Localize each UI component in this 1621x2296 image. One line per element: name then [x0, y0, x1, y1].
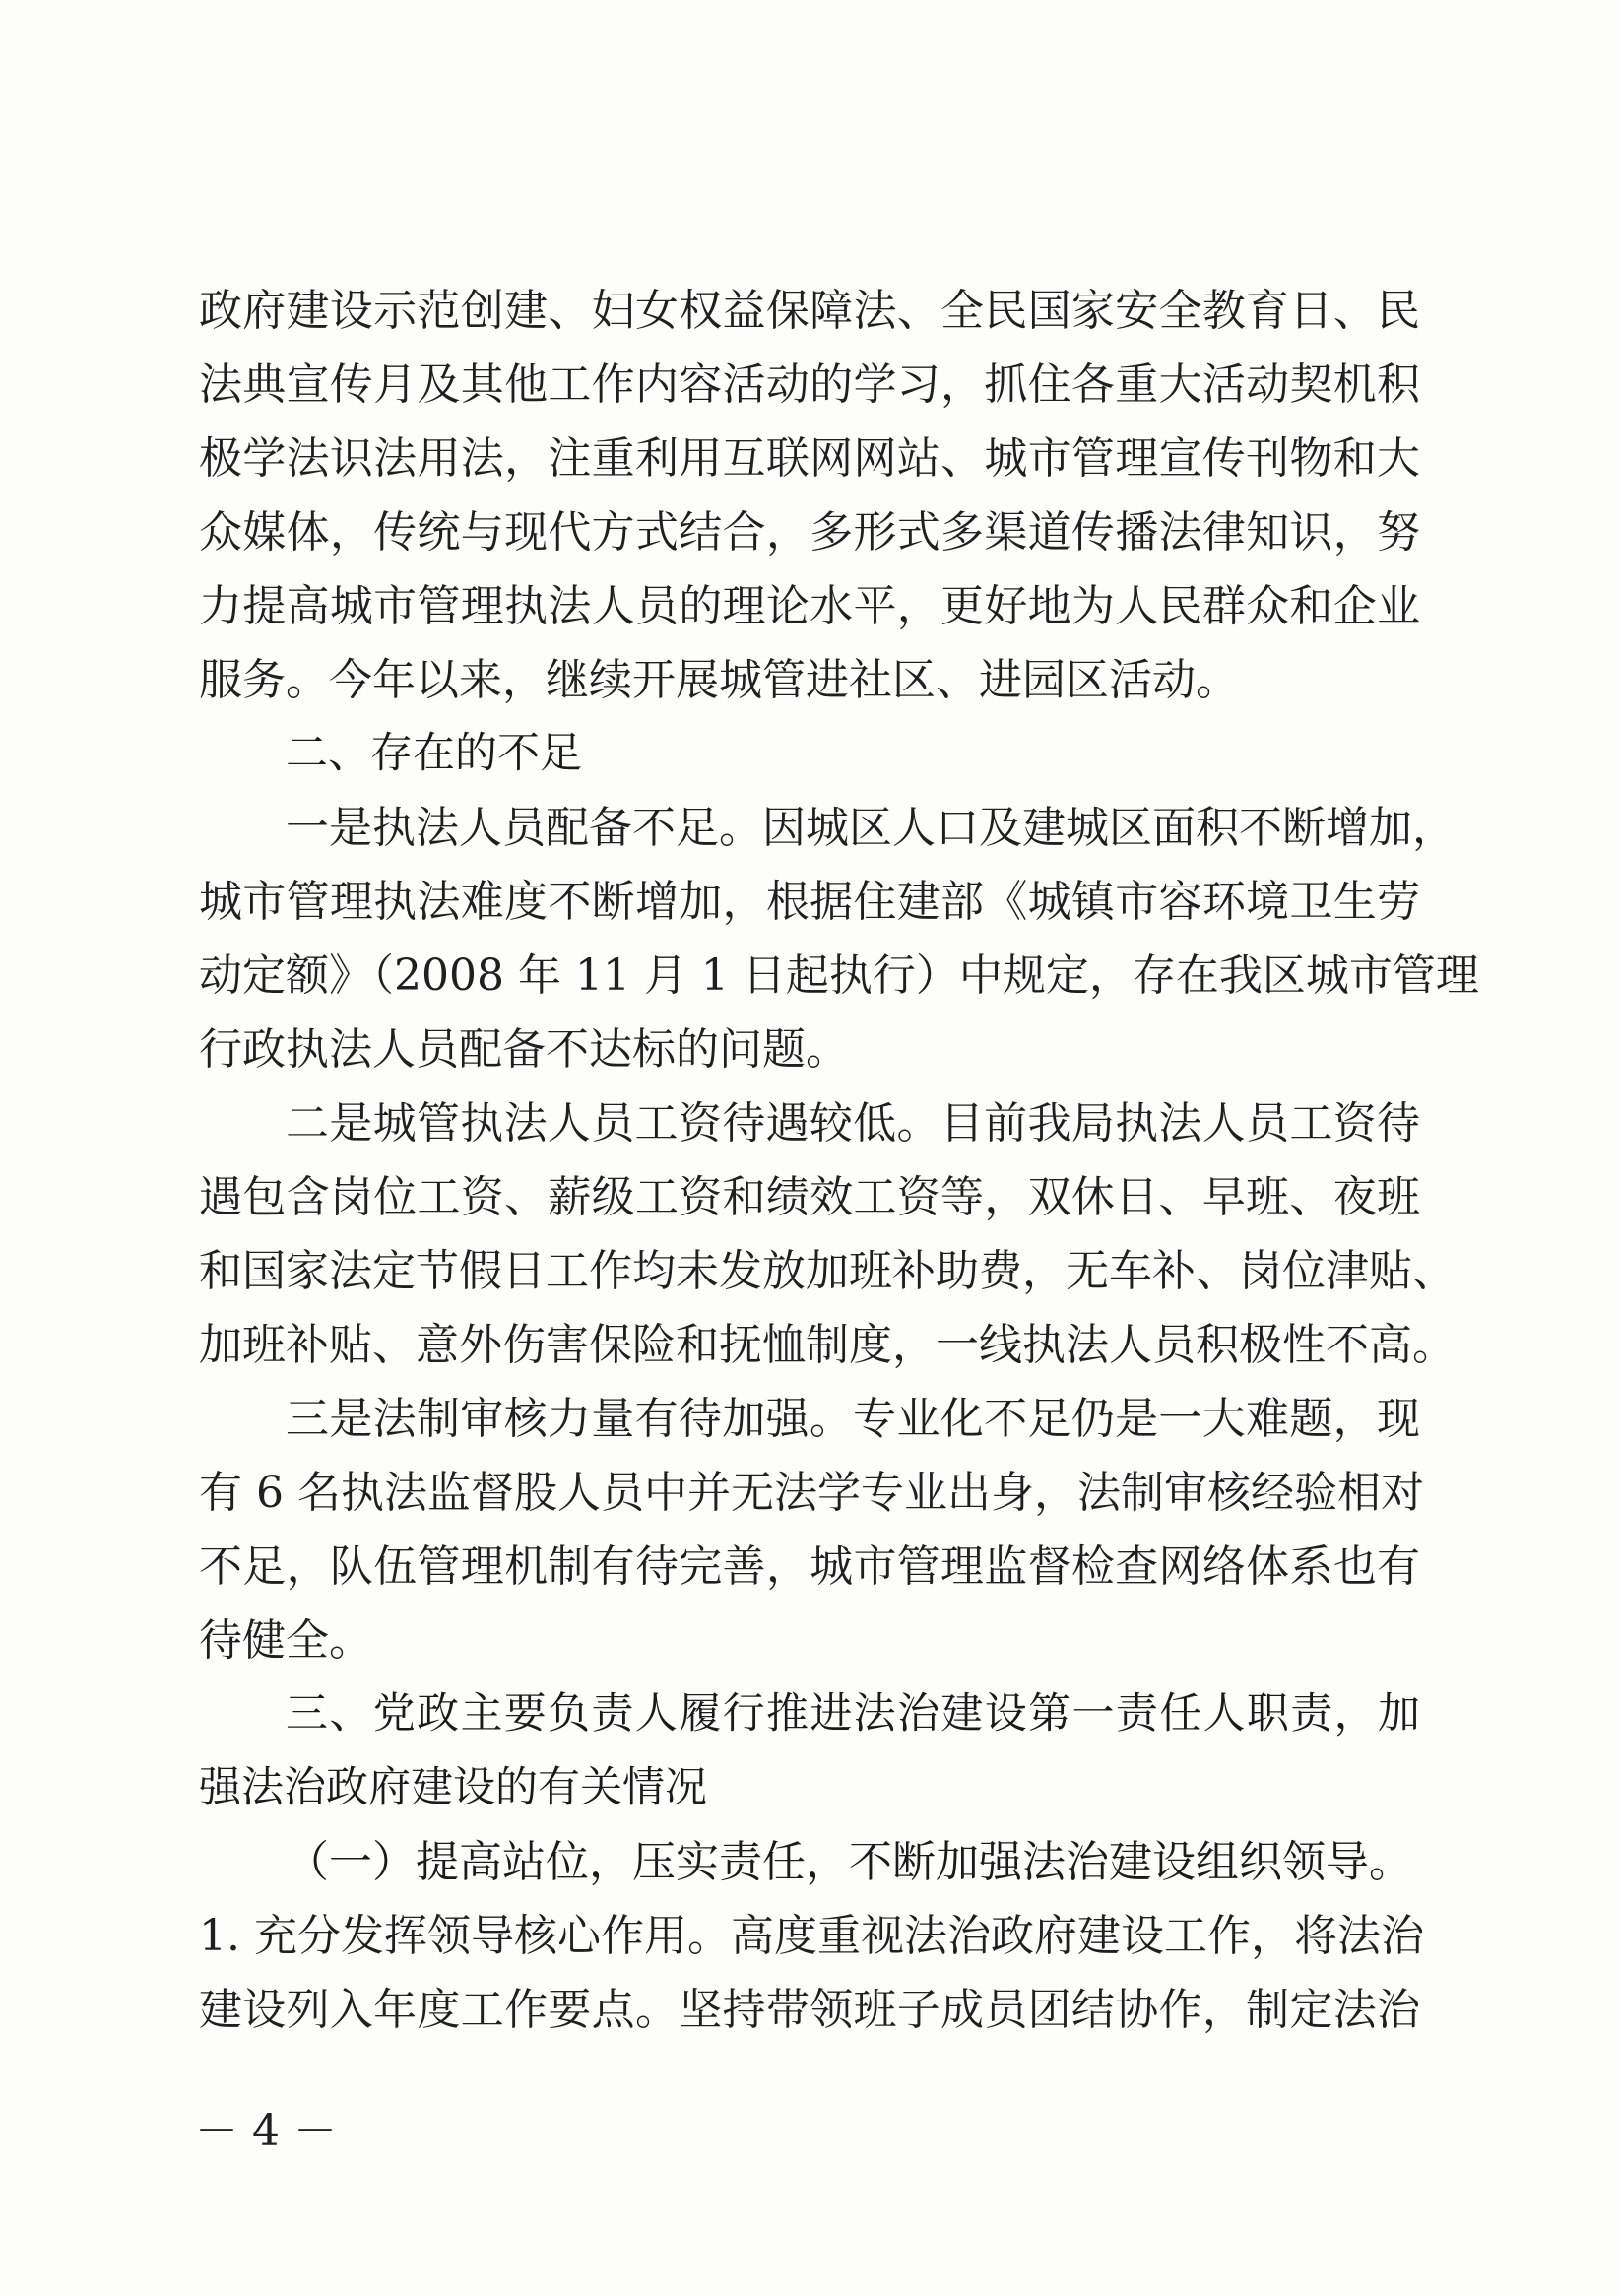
text-line: 城市管理执法难度不断增加，根据住建部《城镇市容环境卫生劳 [199, 877, 1420, 927]
text-line: 一是执法人员配备不足。因城区人口及建城区面积不断增加， [286, 803, 1456, 853]
text-line: 二是城管执法人员工资待遇较低。目前我局执法人员工资待 [286, 1098, 1420, 1148]
text-line: 极学法识法用法，注重利用互联网网站、城市管理宣传刊物和大 [199, 433, 1420, 484]
text-line: 动定额》（2008 年 11 月 1 日起执行）中规定，存在我区城市管理 [199, 951, 1479, 1001]
page-number: － 4 － [195, 2106, 337, 2156]
subsection-heading-one: （一）提高站位，压实责任，不断加强法治建设组织领导。 [286, 1837, 1412, 1887]
text-line: 加班补贴、意外伤害保险和抚恤制度，一线执法人员积极性不高。 [199, 1320, 1456, 1370]
text-line: 不足，队伍管理机制有待完善，城市管理监督检查网络体系也有 [199, 1542, 1420, 1592]
text-line: 众媒体，传统与现代方式结合，多形式多渠道传播法律知识，努 [199, 507, 1420, 558]
heading-line: 三、党政主要负责人履行推进法治建设第一责任人职责，加 [286, 1689, 1420, 1738]
text-line: 1. 充分发挥领导核心作用。高度重视法治政府建设工作，将法治 [199, 1911, 1424, 1961]
text-line: 待健全。 [199, 1615, 372, 1666]
text-line: 法典宣传月及其他工作内容活动的学习，抓住各重大活动契机积 [199, 360, 1420, 410]
text-line: 政府建设示范创建、妇女权益保障法、全民国家安全教育日、民 [199, 286, 1420, 336]
text-line: 服务。今年以来，继续开展城管进社区、进园区活动。 [199, 655, 1239, 705]
section-heading-shortcomings: 二、存在的不足 [286, 729, 582, 778]
text-line: 有 6 名执法监督股人员中并无法学专业出身，法制审核经验相对 [199, 1468, 1424, 1518]
text-line: 三是法制审核力量有待加强。专业化不足仍是一大难题，现 [286, 1394, 1420, 1444]
text-line: 遇包含岗位工资、薪级工资和绩效工资等，双休日、早班、夜班 [199, 1172, 1420, 1222]
text-line: 力提高城市管理执法人员的理论水平，更好地为人民群众和企业 [199, 581, 1420, 631]
text-line: 建设列入年度工作要点。坚持带领班子成员团结协作，制定法治 [199, 1985, 1420, 2035]
text-line: 行政执法人员配备不达标的问题。 [199, 1024, 849, 1075]
heading-line: 强法治政府建设的有关情况 [199, 1763, 707, 1812]
text-line: 和国家法定节假日工作均未发放加班补助费，无车补、岗位津贴、 [199, 1246, 1456, 1296]
